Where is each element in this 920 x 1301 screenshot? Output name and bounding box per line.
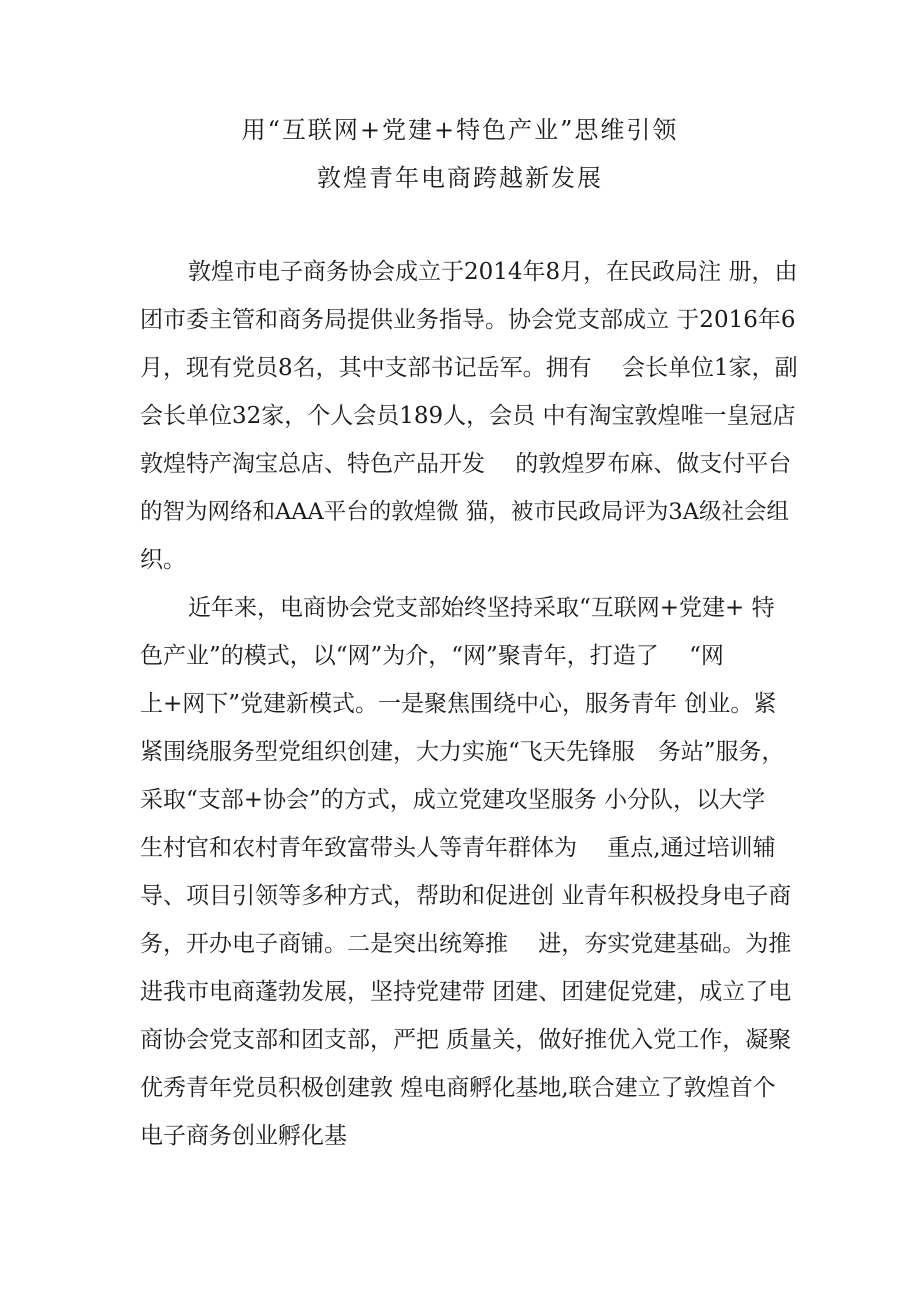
paragraph-line: 敦煌市电子商务协会成立于2014年8月，在民政局注 册，由 — [188, 259, 798, 285]
paragraph-line: 务，开办电子商铺。二是突出统筹推 进，夯实党建基础。为推 — [140, 931, 792, 957]
paragraph-line: 电子商务创业孵化基 — [140, 1123, 347, 1149]
paragraph-line: 上+网下”党建新模式。一是聚焦围绕中心，服务青年 创业。紧 — [140, 691, 777, 717]
paragraph-line: 近年来，电商协会党支部始终坚持采取“互联网+党建+ 特 — [188, 595, 775, 621]
paragraph-line: 的智为网络和AAA平台的敦煌微 猫，被市民政局评为3A级社会组 — [140, 499, 789, 525]
paragraph-line: 色产业”的模式，以“网”为介，“网”聚青年，打造了 “网 — [140, 643, 724, 669]
paragraph-line: 生村官和农村青年致富带头人等青年群体为 重点,通过培训辅 — [140, 835, 776, 861]
paragraph-line: 月，现有党员8名，其中支部书记岳军。拥有 会长单位1家，副 — [140, 355, 798, 381]
paragraph-line: 会长单位32家，个人会员189人，会员 中有淘宝敦煌唯一皇冠店 — [140, 403, 796, 429]
paragraph-line: 采取“支部+协会”的方式，成立党建攻坚服务 小分队，以大学 — [140, 787, 766, 813]
paragraph-line: 优秀青年党员积极创建敦 煌电商孵化基地,联合建立了敦煌首个 — [140, 1075, 776, 1101]
paragraph-line: 团市委主管和商务局提供业务指导。协会党支部成立 于2016年6 — [140, 307, 796, 333]
paragraph-2 — [140, 588, 800, 1164]
paragraph-line: 导、项目引领等多种方式，帮助和促进创 业青年积极投身电子商 — [140, 883, 792, 909]
paragraph-line: 紧围绕服务型党组织创建，大力实施“飞天先锋服 务站”服务， — [140, 739, 785, 765]
paragraph-line: 进我市电商蓬勃发展，坚持党建带 团建、团建促党建，成立了电 — [140, 979, 792, 1005]
paragraph-line: 织。 — [140, 547, 186, 573]
paragraph-line: 敦煌特产淘宝总店、特色产品开发 的敦煌罗布麻、做支付平台 — [140, 451, 792, 477]
document-title-line-1: 用“互联网+党建+特色产业”思维引领 — [241, 116, 679, 144]
paragraph-line: 商协会党支部和团支部，严把 质量关，做好推优入党工作，凝聚 — [140, 1027, 792, 1053]
paragraph-1 — [140, 252, 800, 588]
document-title-line-2: 敦煌青年电商跨越新发展 — [317, 164, 603, 192]
